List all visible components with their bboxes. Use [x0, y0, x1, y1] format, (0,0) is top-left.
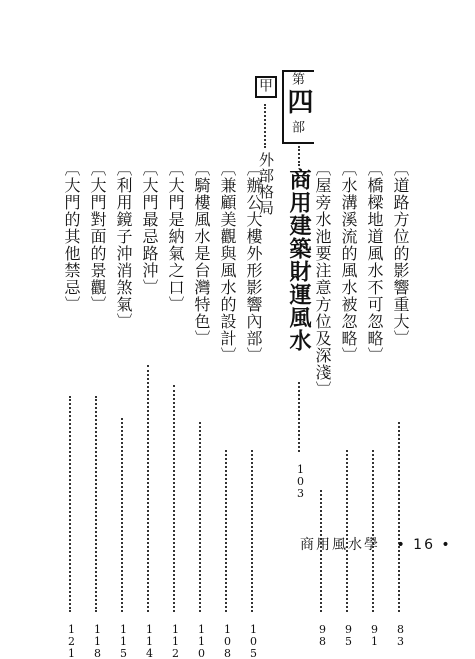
leader-dots: [346, 450, 348, 612]
leader-dots: [298, 146, 300, 166]
footer-page-number: • 16 •: [396, 537, 452, 553]
toc-entry-title: 〔利用鏡子沖消煞氣〕: [114, 160, 133, 330]
toc-entry-page: 95: [342, 623, 355, 647]
toc-entry-title: 〔兼顧美觀與風水的設計〕: [218, 160, 237, 364]
toc-entry-title: 〔大門的其他禁忌〕: [62, 160, 81, 313]
leader-dots: [147, 365, 149, 612]
page-footer: [300, 534, 452, 554]
leader-dots: [372, 450, 374, 612]
toc-entry-page: 114: [143, 623, 156, 659]
part-label-number: 四: [283, 88, 313, 115]
toc-entry-page: 110: [195, 623, 208, 659]
toc-entry-title: 〔大門是納氣之口〕: [166, 160, 185, 313]
section-label: 甲: [257, 78, 273, 93]
toc-entry-page: 105: [247, 623, 260, 659]
part-label-frame: [282, 70, 314, 144]
toc-entry-title: 〔大門最忌路沖〕: [140, 160, 159, 296]
toc-entry-title: 〔水溝溪流的風水被忽略〕: [339, 160, 358, 364]
toc-entry-title: 〔道路方位的影響重大〕: [391, 160, 410, 347]
toc-entry-title: 〔辦公大樓外形影響內部〕: [244, 160, 263, 364]
leader-dots: [95, 396, 97, 612]
leader-dots: [69, 396, 71, 612]
toc-entry-title: 〔屋旁水池要注意方位及深淺〕: [313, 160, 332, 398]
footer-book-title: 商用風水學: [300, 537, 380, 553]
toc-entry-page: 121: [65, 623, 78, 659]
section-title: 外部格局: [257, 152, 275, 216]
toc-entry-page: 91: [368, 623, 381, 647]
toc-entry-page: 118: [91, 623, 104, 659]
leader-dots: [398, 422, 400, 612]
leader-dots: [199, 422, 201, 612]
leader-dots: [225, 450, 227, 612]
part-page: 103: [294, 463, 307, 499]
toc-entry-title: 〔橋樑地道風水不可忽略〕: [365, 160, 384, 364]
toc-entry-page: 83: [394, 623, 407, 647]
part-heading: [283, 72, 317, 552]
toc-entry-page: 98: [316, 623, 329, 647]
leader-dots: [298, 382, 300, 452]
part-label-suffix: 部: [289, 120, 304, 134]
leader-dots: [121, 418, 123, 612]
part-label-prefix: 第: [289, 72, 304, 86]
toc-entry-page: 115: [117, 623, 130, 659]
leader-dots: [251, 450, 253, 612]
toc-entry-title: 〔騎樓風水是台灣特色〕: [192, 160, 211, 347]
leader-dots: [173, 385, 175, 612]
toc-entry-page: 108: [221, 623, 234, 659]
part-title: 商用建築財運風水: [286, 168, 312, 352]
toc-entry-page: 112: [169, 623, 182, 659]
leader-dots: [264, 104, 266, 148]
toc-entry-title: 〔大門對面的景觀〕: [88, 160, 107, 313]
